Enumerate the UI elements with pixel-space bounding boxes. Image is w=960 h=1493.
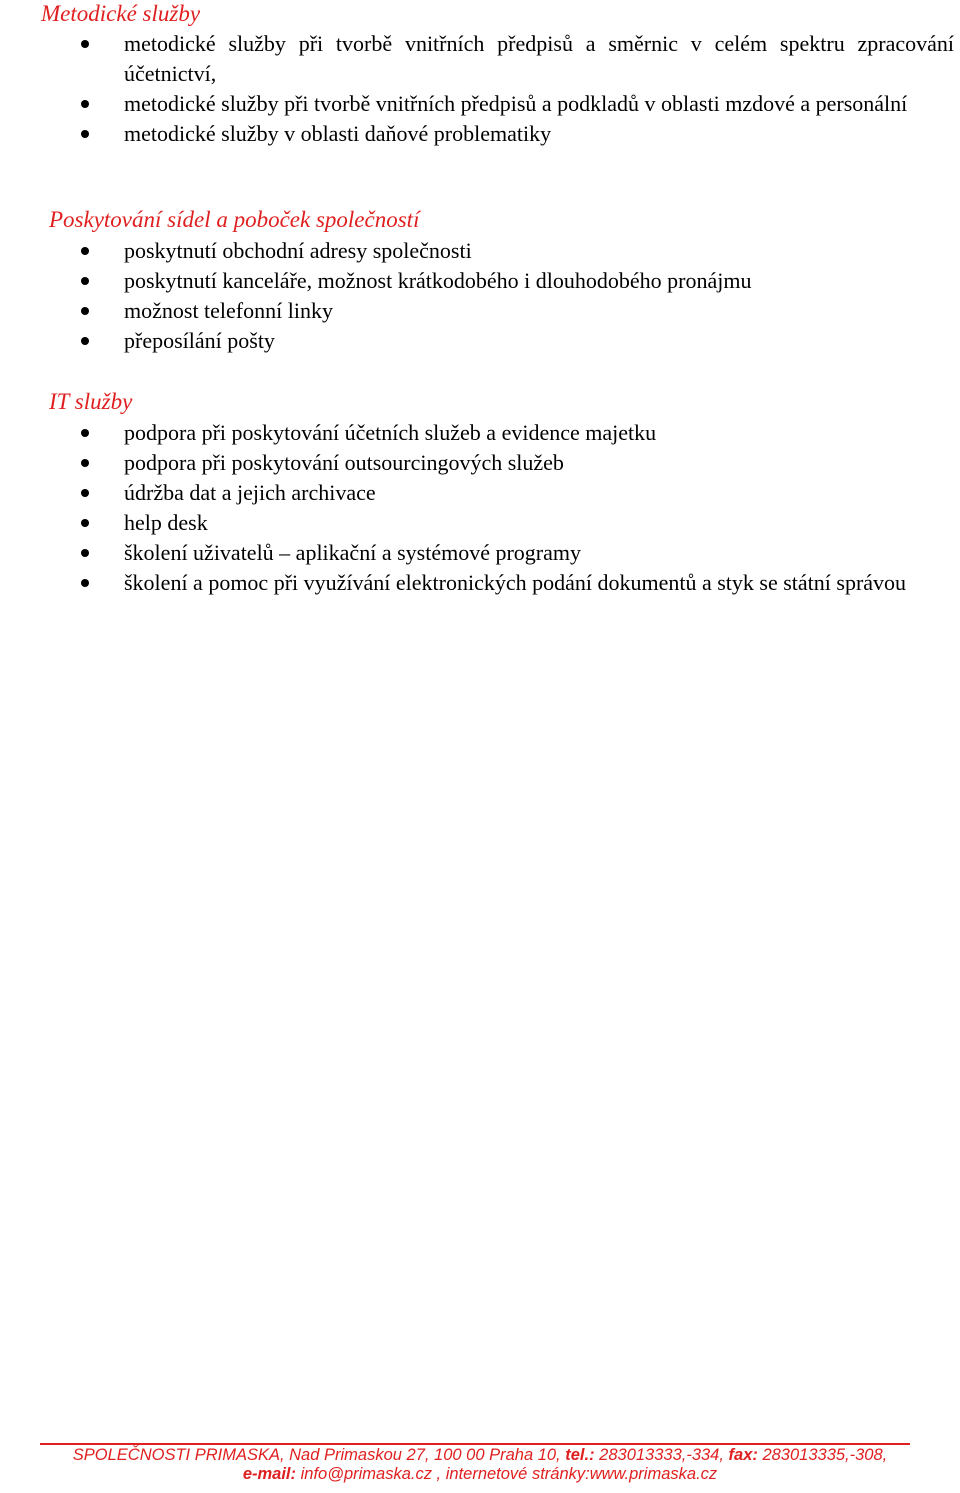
list-item: [0, 29, 960, 89]
list-item: [0, 538, 960, 568]
list-item-text: školení uživatelů – aplikační a systémové programy: [124, 540, 581, 565]
list-item: [0, 266, 960, 296]
list-metodicke-sluzby: [0, 29, 960, 149]
section-title-it-sluzby: IT služby: [49, 389, 133, 414]
bullet-icon: [81, 337, 89, 345]
bullet-icon: [81, 130, 89, 138]
list-item-text: poskytnutí obchodní adresy společnosti: [124, 238, 472, 263]
page-footer: [0, 1446, 960, 1484]
list-item-text: metodické služby při tvorbě vnitřních předpisů a směrnic v celém spektru zpracování účetnictví,: [124, 31, 954, 86]
list-item: [0, 296, 960, 326]
footer-email-and-web[interactable]: info@primaska.cz , internetové stránky:www.primaska.cz: [296, 1465, 718, 1483]
list-item: [0, 119, 960, 149]
list-item-text: podpora při poskytování účetních služeb a evidence majetku: [124, 420, 657, 445]
list-item: [0, 448, 960, 478]
list-item-text: poskytnutí kanceláře, možnost krátkodobého i dlouhodobého pronájmu: [124, 268, 752, 293]
list-item-text: možnost telefonní linky: [124, 298, 333, 323]
bullet-icon: [81, 459, 89, 467]
list-item-text: metodické služby v oblasti daňové problematiky: [124, 121, 552, 146]
footer-tel-value: 283013333,-334,: [594, 1446, 729, 1464]
footer-line-1: [0, 1446, 960, 1465]
bullet-icon: [81, 429, 89, 437]
list-item-text: help desk: [124, 510, 208, 535]
bullet-icon: [81, 489, 89, 497]
list-item: [0, 478, 960, 508]
list-item: [0, 326, 960, 356]
list-item: [0, 418, 960, 448]
footer-company-address: SPOLEČNOSTI PRIMASKA, Nad Primaskou 27, 100 00 Praha 10,: [72, 1446, 566, 1464]
bullet-icon: [81, 549, 89, 557]
bullet-icon: [81, 277, 89, 285]
bullet-icon: [81, 40, 89, 48]
footer-divider: [40, 1443, 910, 1445]
list-item: [0, 89, 960, 119]
list-poskytovani-sidel: [0, 236, 960, 356]
bullet-icon: [81, 247, 89, 255]
footer-email-label: e-mail:: [242, 1465, 297, 1483]
list-it-sluzby: [0, 418, 960, 598]
list-item: [0, 236, 960, 266]
list-item: [0, 568, 960, 598]
list-item-text: přeposílání pošty: [124, 328, 275, 353]
bullet-icon: [81, 519, 89, 527]
list-item-text: údržba dat a jejich archivace: [124, 480, 376, 505]
list-item-text: metodické služby při tvorbě vnitřních předpisů a podkladů v oblasti mzdové a personální: [124, 91, 908, 116]
footer-tel-label: tel.:: [565, 1446, 595, 1464]
footer-line-2: [0, 1465, 960, 1484]
list-item-text: podpora při poskytování outsourcingových služeb: [124, 450, 564, 475]
list-item: [0, 508, 960, 538]
bullet-icon: [81, 307, 89, 315]
footer-fax-label: fax:: [728, 1446, 758, 1464]
footer-fax-value: 283013335,-308,: [757, 1446, 888, 1464]
section-title-poskytovani-sidel: Poskytování sídel a poboček společností: [49, 207, 420, 232]
list-item-text: školení a pomoc při využívání elektronických podání dokumentů a styk se státní správou: [124, 570, 907, 595]
bullet-icon: [81, 579, 89, 587]
section-title-metodicke-sluzby: Metodické služby: [41, 1, 201, 26]
bullet-icon: [81, 100, 89, 108]
